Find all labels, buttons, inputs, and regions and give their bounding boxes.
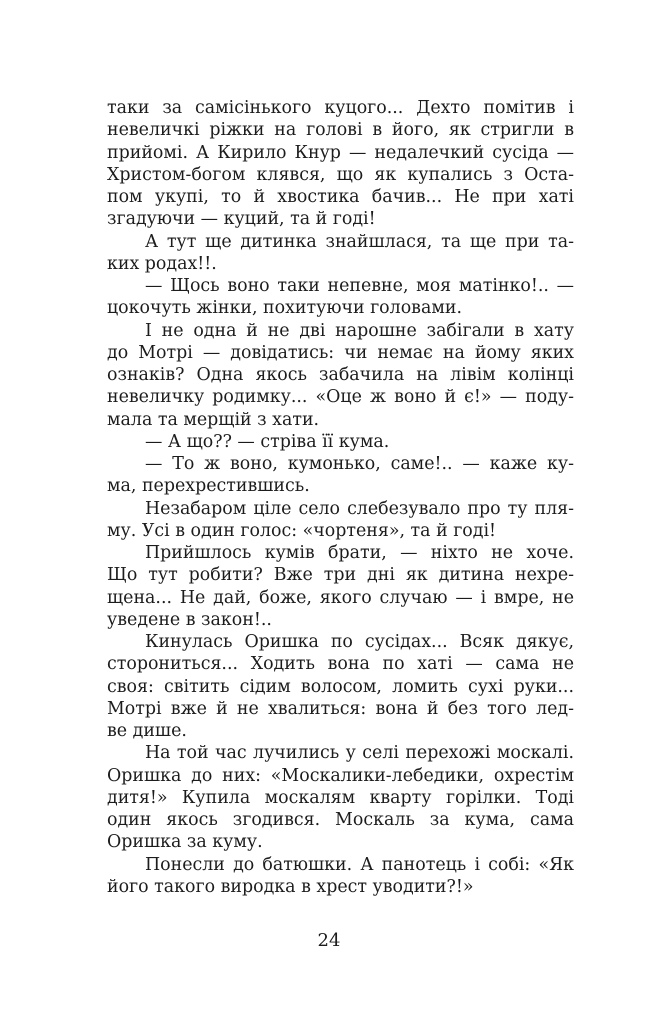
text-line: му. Усі в один голос: «чортеня», та й годі!: [107, 520, 497, 541]
text-line: уведене в закон!..: [107, 609, 272, 630]
text-line: — То ж воно, кумонько, саме!.. — каже ку-: [145, 454, 574, 474]
text-line: цокочуть жінки, похитуючи головами.: [107, 298, 462, 319]
text-line: І не одна й не дві нарошне забігали в хату: [145, 320, 574, 341]
page-number: 24: [317, 930, 341, 951]
page-body-text: [107, 97, 574, 898]
text-line: пом укупі, то й хвостика бачив... Не при хаті: [107, 187, 574, 207]
text-line: невеличкі ріжки на голові в його, як стригли в: [107, 120, 574, 141]
text-line: згадуючи — куций, та й годі!: [107, 209, 376, 230]
text-line: Оришка за куму.: [107, 832, 263, 853]
text-line: Прийшлось кумів брати, — ніхто не хоче.: [145, 543, 574, 563]
text-line: своя: світить сідим волосом, ломить сухі руки...: [107, 676, 574, 697]
text-line: прийомі. А Кирило Кнур — недалечкий сусіда —: [107, 142, 574, 163]
text-line: один якось згодився. Москаль за кума, сама: [107, 810, 574, 830]
text-line: ма, перехрестившись.: [107, 476, 310, 497]
text-line: А тут ще дитинка знайшлася, та ще при та-: [145, 231, 574, 252]
text-line: Що тут робити? Вже три дні як дитина нехре-: [107, 565, 574, 586]
text-line: ких родах!!.: [107, 253, 217, 274]
text-line: Христом-богом клявся, що як купались з Оста-: [107, 164, 574, 185]
text-line: мала та мерщій з хати.: [107, 409, 320, 430]
text-line: його такого виродка в хрест уводити?!»: [107, 876, 474, 897]
text-line: Мотрі вже й не хвалиться: вона й без того лед-: [107, 698, 574, 719]
text-line: ознаків? Одна якось забачила на лівім колінці: [107, 365, 574, 385]
text-line: Кинулась Оришка по сусідах... Всяк дякує,: [145, 632, 574, 652]
text-line: таки за самісінького куцого... Дехто помітив і: [107, 98, 574, 118]
text-line: — Щось воно таки непевне, моя матінко!.. —: [145, 276, 574, 296]
text-line: до Мотрі — довідатись: чи немає на йому яких: [107, 342, 574, 363]
text-line: — А що?? — стріва її кума.: [145, 431, 390, 452]
text-line: Оришка до них: «Москалики-лебедики, охрестім: [107, 765, 574, 786]
text-line: дитя!» Купила москалям кварту горілки. Тоді: [107, 787, 574, 808]
text-line: Незабаром ціле село слебезувало про ту пля-: [145, 498, 574, 519]
text-line: сторониться... Ходить вона по хаті — сама не: [107, 654, 574, 675]
text-line: невеличку родимку... «Оце ж воно й є!» — поду-: [107, 387, 574, 408]
text-line: щена... Не дай, боже, якого случаю — і вмре, не: [107, 587, 574, 608]
text-line: На той час лучились у селі перехожі москалі.: [145, 743, 574, 764]
text-line: ве дише.: [107, 721, 187, 741]
text-line: Понесли до батюшки. А панотець і собі: «Як: [145, 854, 574, 875]
